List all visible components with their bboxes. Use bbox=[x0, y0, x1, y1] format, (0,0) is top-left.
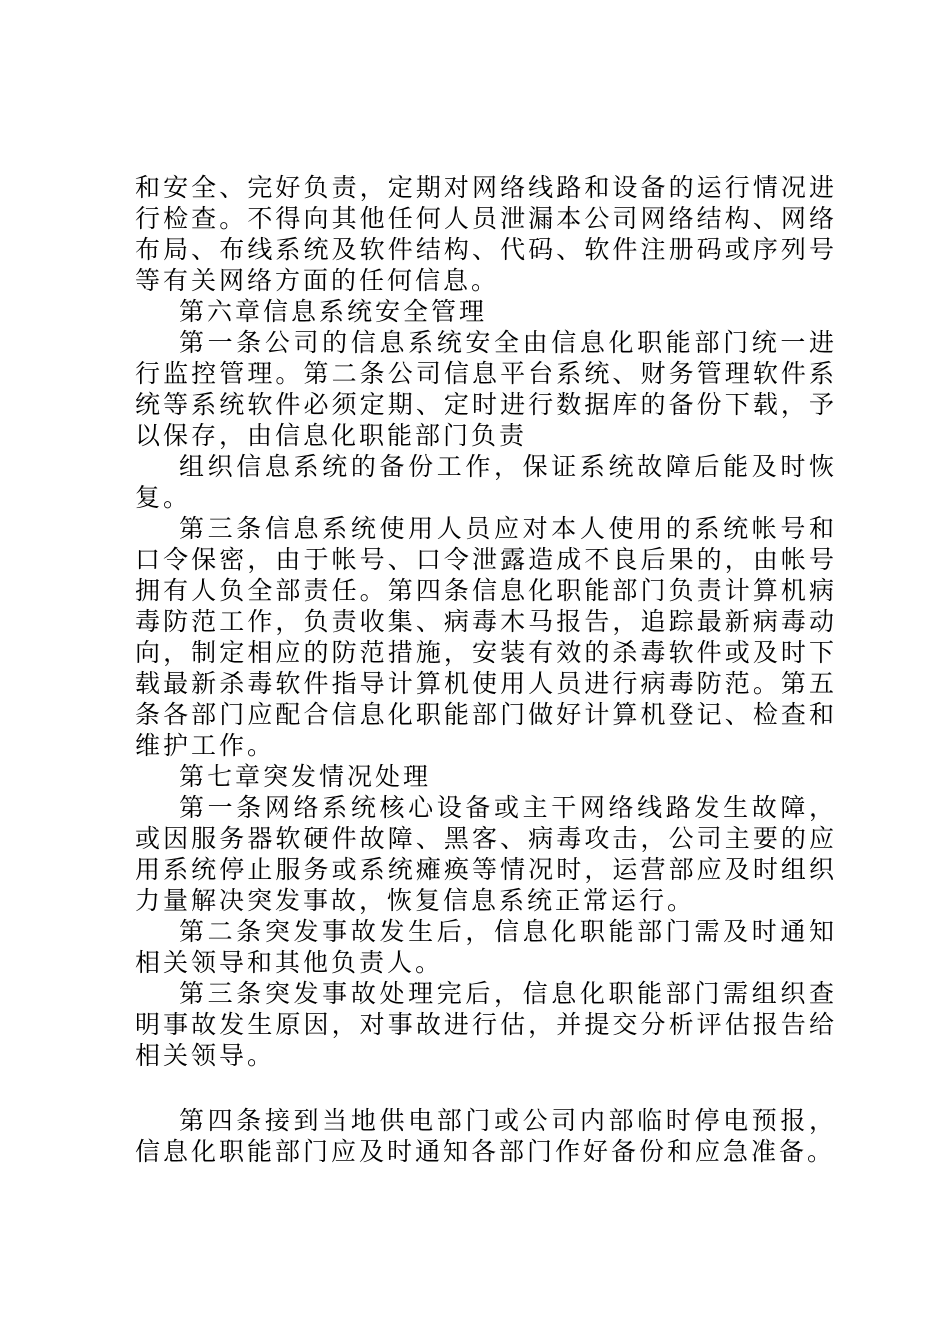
paragraph-continuation-network-safety: 和安全、完好负责，定期对网络线路和设备的运行情况进行检查。不得向其他任何人员泄漏本公司网络结构、网络布局、布线系统及软件结构、代码、软件注册码或序列号等有关网络方面的任何信息。 bbox=[135, 173, 837, 295]
chapter-6-article-3-5: 第三条信息系统使用人员应对本人使用的系统帐号和口令保密，由于帐号、口令泄露造成不良后果的，由帐号拥有人负全部责任。第四条信息化职能部门负责计算机病毒防范工作，负责收集、病毒木马报告，追踪最新病毒动向，制定相应的防范措施，安装有效的杀毒软件或及时下载最新杀毒软件指导计算机使用人员进行病毒防范。第五条各部门应配合信息化职能部门做好计算机登记、检查和维护工作。 bbox=[135, 514, 837, 760]
document-page bbox=[135, 172, 837, 1167]
chapter-7-article-2: 第二条突发事故发生后，信息化职能部门需及时通知相关领导和其他负责人。 bbox=[135, 917, 837, 977]
chapter-7-article-4: 第四条接到当地供电部门或公司内部临时停电预报，信息化职能部门应及时通知各部门作好备份和应急准备。 bbox=[135, 1106, 837, 1166]
chapter-7-heading: 第七章突发情况处理 bbox=[179, 762, 432, 791]
chapter-6-backup-work: 组织信息系统的备份工作，保证系统故障后能及时恢复。 bbox=[135, 452, 837, 512]
chapter-7-article-3: 第三条突发事故处理完后，信息化职能部门需组织查明事故发生原因，对事故进行估，并提交分析评估报告给相关领导。 bbox=[135, 979, 837, 1070]
chapter-7-article-1: 第一条网络系统核心设备或主干网络线路发生故障，或因服务器软硬件故障、黑客、病毒攻击，公司主要的应用系统停止服务或系统瘫痪等情况时，运营部应及时组织力量解决突发事故，恢复信息系统正常运行。 bbox=[135, 793, 837, 915]
chapter-6-article-1-2: 第一条公司的信息系统安全由信息化职能部门统一进行监控管理。第二条公司信息平台系统、财务管理软件系统等系统软件必须定期、定时进行数据库的备份下载，予以保存，由信息化职能部门负责 bbox=[135, 328, 837, 450]
paragraph-spacer bbox=[135, 1071, 837, 1105]
chapter-6-heading: 第六章信息系统安全管理 bbox=[179, 297, 488, 326]
